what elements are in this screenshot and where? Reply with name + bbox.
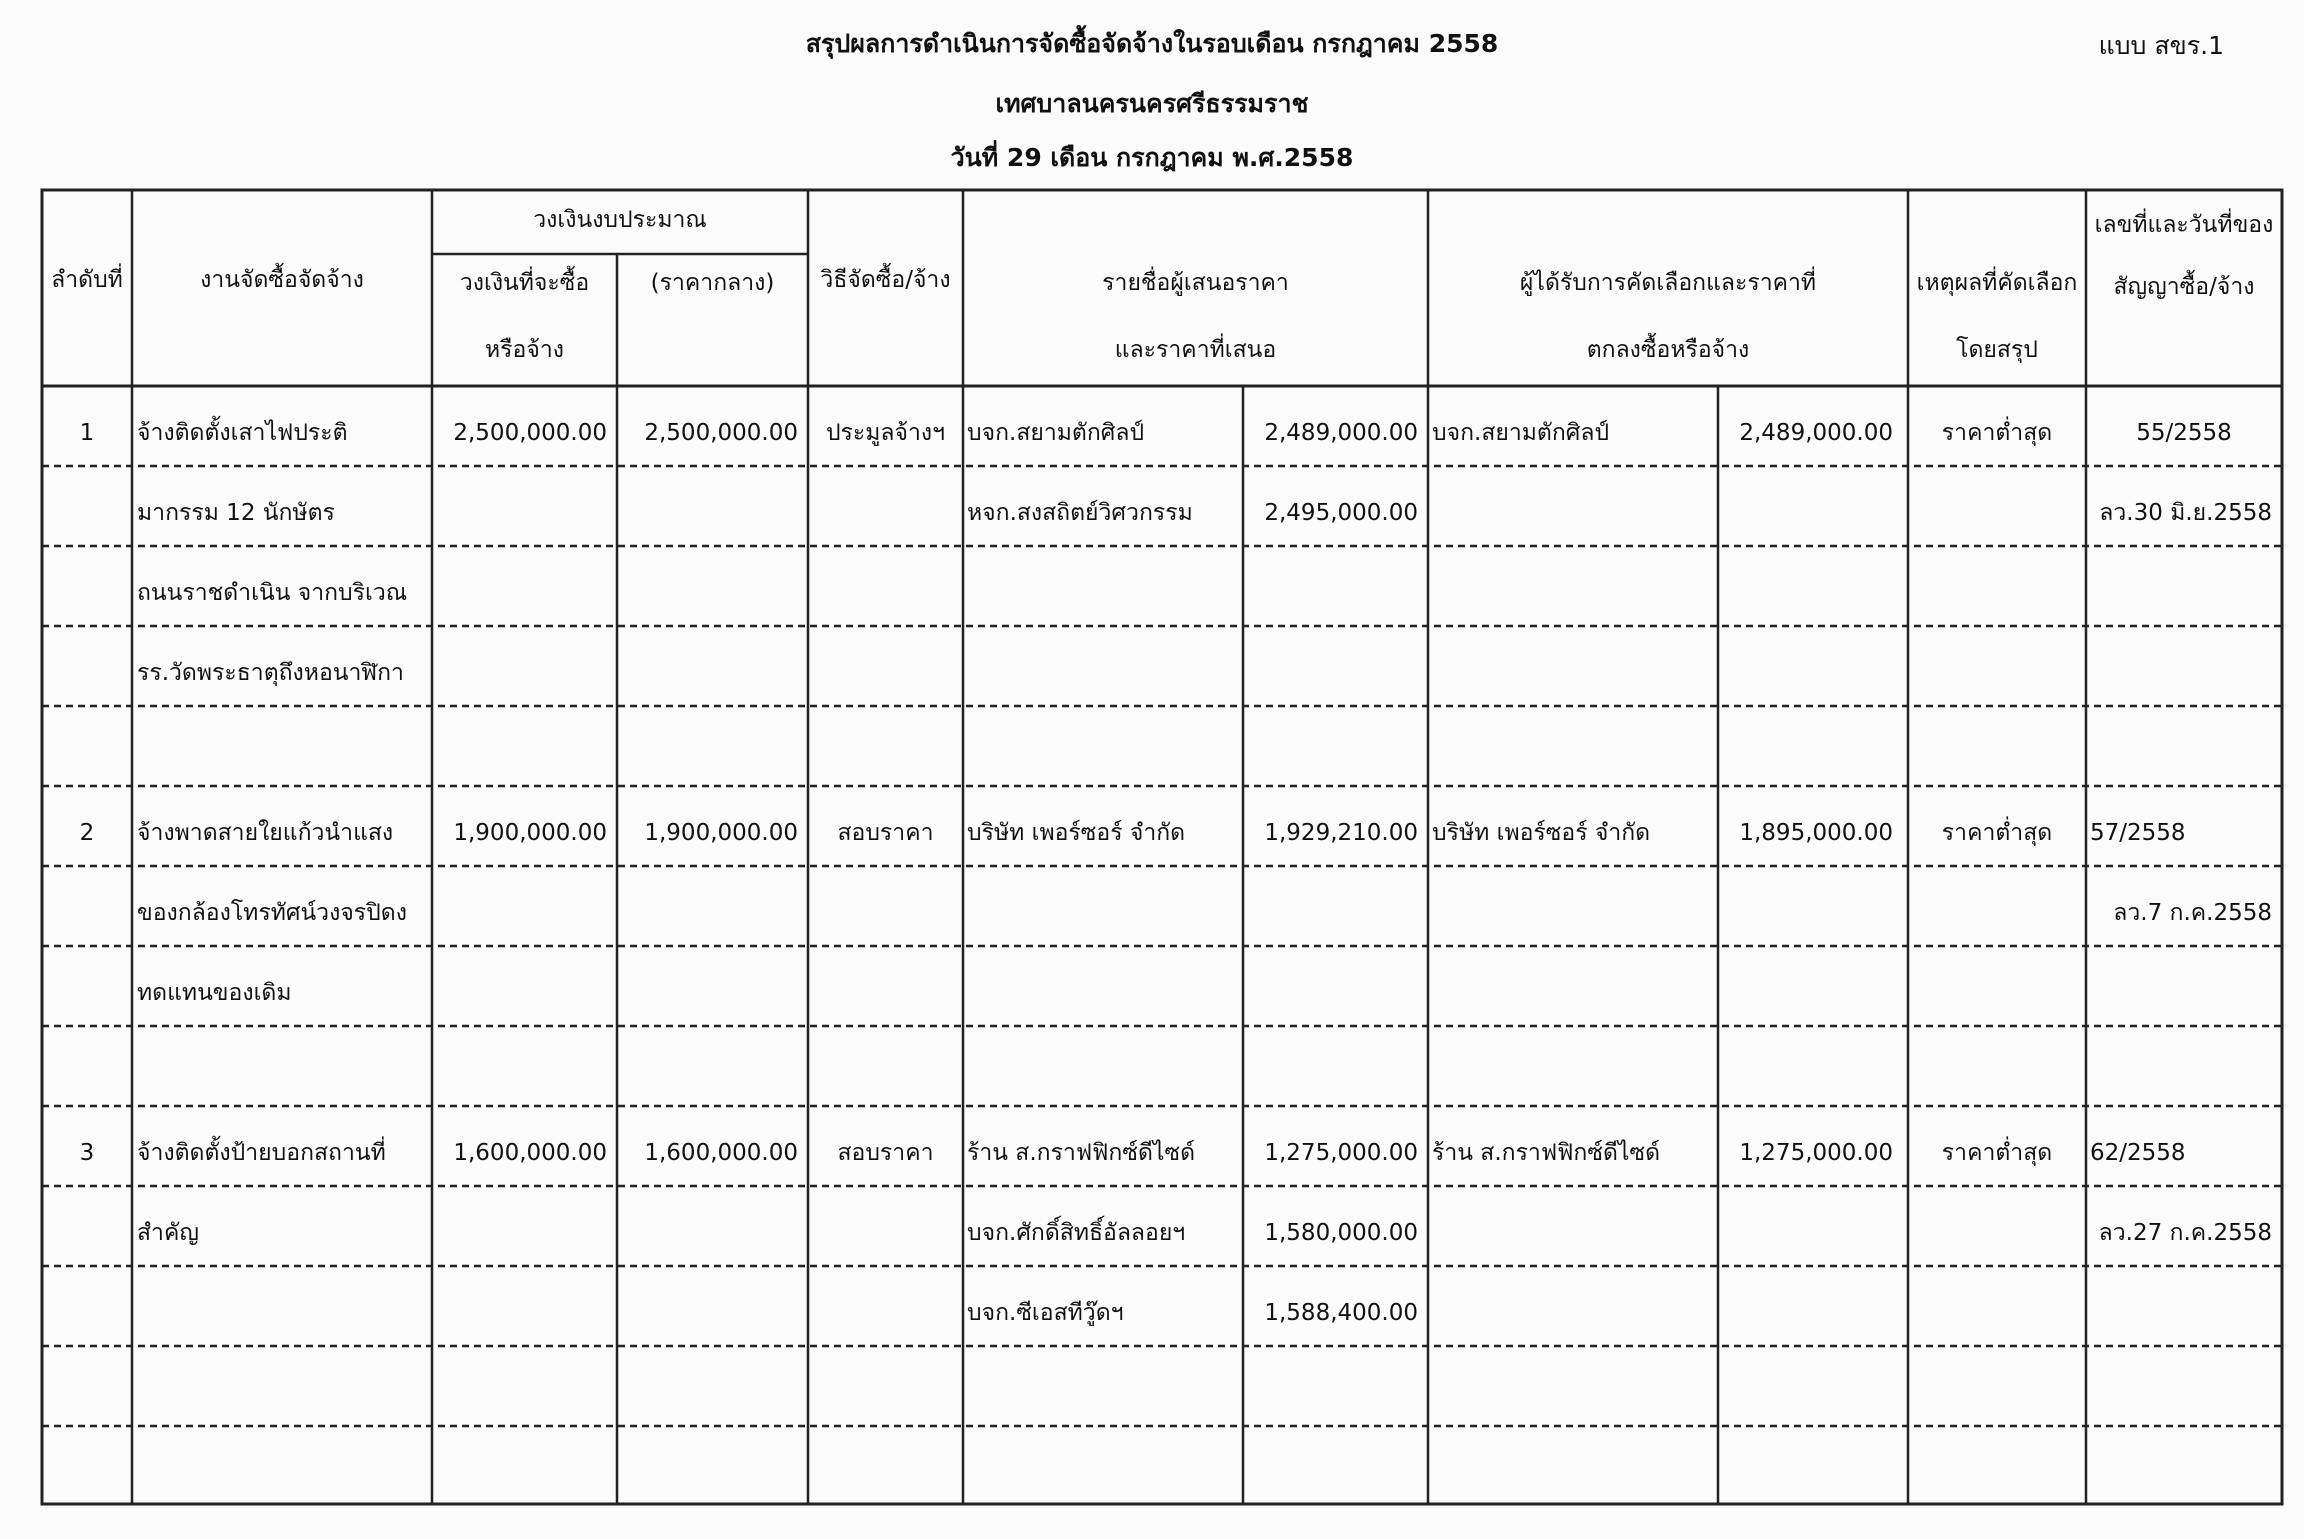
- row-1-method: ประมูลจ้างฯ: [825, 420, 946, 446]
- form-code: แบบ สขร.1: [2098, 31, 2224, 60]
- row-1-work-line: รร.วัดพระธาตุถึงหอนาฬิกา: [137, 660, 404, 686]
- col-bidders-header: รายชื่อผู้เสนอราคา: [1102, 270, 1289, 296]
- row-1-median: 2,500,000.00: [644, 420, 798, 446]
- row-2-work-line: ทดแทนของเดิม: [137, 980, 292, 1006]
- col-budget-header-2: หรือจ้าง: [485, 337, 564, 363]
- row-3-budget: 1,600,000.00: [453, 1140, 607, 1166]
- col-reason-header: เหตุผลที่คัดเลือก: [1916, 270, 2078, 296]
- col-winner-header: ผู้ได้รับการคัดเลือกและราคาที่: [1519, 270, 1817, 296]
- row-1-contract-date: ลว.30 มิ.ย.2558: [2099, 500, 2272, 526]
- col-contract-header: เลขที่และวันที่ของ: [2094, 212, 2274, 238]
- row-2-bidder-price: 1,929,210.00: [1264, 820, 1418, 846]
- row-1-seq: 1: [79, 420, 95, 446]
- row-2-median: 1,900,000.00: [644, 820, 798, 846]
- row-3-reason: ราคาต่ำสุด: [1941, 1140, 2053, 1166]
- row-1-bidder-name: หจก.สงสถิตย์วิศวกรรม: [967, 500, 1193, 526]
- row-3-bidder-price: 1,588,400.00: [1264, 1300, 1418, 1326]
- row-1-budget: 2,500,000.00: [453, 420, 607, 446]
- col-contract-header-2: สัญญาซื้อ/จ้าง: [2113, 274, 2255, 300]
- row-1-work-line: จ้างติดตั้งเสาไฟประติ: [137, 420, 348, 446]
- row-3-winner: ร้าน ส.กราฟฟิกซ์ดีไซด์: [1432, 1140, 1661, 1166]
- dashed-row-lines: [42, 466, 2282, 1426]
- row-3-bidder-name: ร้าน ส.กราฟฟิกซ์ดีไซด์: [967, 1140, 1196, 1166]
- col-median-header: (ราคากลาง): [650, 270, 775, 296]
- col-work-header: งานจัดซื้อจัดจ้าง: [200, 267, 364, 293]
- row-2-seq: 2: [79, 820, 95, 846]
- row-1-bidder-name: บจก.สยามตักศิลป์: [967, 420, 1145, 446]
- row-1-work-line: มากรรม 12 นักษัตร: [137, 500, 335, 526]
- row-2-method: สอบราคา: [837, 820, 934, 846]
- row-2-winner-price: 1,895,000.00: [1739, 820, 1893, 846]
- row-2-contract-date: ลว.7 ก.ค.2558: [2113, 900, 2272, 926]
- col-seq-header: ลำดับที่: [51, 267, 123, 293]
- row-2-reason: ราคาต่ำสุด: [1941, 820, 2053, 846]
- row-1-work-line: ถนนราชดำเนิน จากบริเวณ: [137, 580, 408, 606]
- row-2-work-line: ของกล้องโทรทัศน์วงจรปิดง: [137, 900, 407, 926]
- row-3-median: 1,600,000.00: [644, 1140, 798, 1166]
- row-3-bidder-price: 1,580,000.00: [1264, 1220, 1418, 1246]
- row-1-reason: ราคาต่ำสุด: [1941, 420, 2053, 446]
- row-2-winner: บริษัท เพอร์ซอร์ จำกัด: [1432, 820, 1651, 846]
- row-3-bidder-price: 1,275,000.00: [1264, 1140, 1418, 1166]
- row-1-contract-no: 55/2558: [2136, 420, 2232, 446]
- organization-name: เทศบาลนครนครศรีธรรมราช: [995, 89, 1309, 118]
- row-2-work-line: จ้างพาดสายใยแก้วนำแสง: [137, 820, 394, 846]
- row-3-contract-no: 62/2558: [2090, 1140, 2186, 1166]
- row-1-bidder-price: 2,489,000.00: [1264, 420, 1418, 446]
- col-bidders-header-2: และราคาที่เสนอ: [1114, 337, 1277, 363]
- row-3-work-line: จ้างติดตั้งป้ายบอกสถานที่: [137, 1140, 386, 1166]
- col-winner-header-2: ตกลงซื้อหรือจ้าง: [1586, 337, 1750, 363]
- row-3-method: สอบราคา: [837, 1140, 934, 1166]
- col-budget-header: วงเงินที่จะซื้อ: [459, 270, 590, 296]
- row-3-winner-price: 1,275,000.00: [1739, 1140, 1893, 1166]
- row-3-work-line: สำคัญ: [137, 1220, 199, 1246]
- row-2-contract-no: 57/2558: [2090, 820, 2186, 846]
- col-reason-header-2: โดยสรุป: [1956, 337, 2038, 363]
- row-3-contract-date: ลว.27 ก.ค.2558: [2098, 1220, 2272, 1246]
- col-method-header: วิธีจัดซื้อ/จ้าง: [820, 267, 951, 293]
- row-3-bidder-name: บจก.ซีเอสทีวู๊ดฯ: [967, 1300, 1124, 1326]
- row-3-bidder-name: บจก.ศักดิ์สิทธิ์อัลลอยฯ: [967, 1220, 1186, 1246]
- row-1-winner: บจก.สยามตักศิลป์: [1432, 420, 1610, 446]
- document-title: สรุปผลการดำเนินการจัดซื้อจัดจ้างในรอบเดือน กรกฎาคม 2558: [805, 29, 1499, 58]
- report-date: วันที่ 29 เดือน กรกฎาคม พ.ศ.2558: [950, 143, 1354, 172]
- col-budget-group-header: วงเงินงบประมาณ: [533, 207, 707, 233]
- row-3-seq: 3: [79, 1140, 95, 1166]
- row-2-bidder-name: บริษัท เพอร์ซอร์ จำกัด: [967, 820, 1186, 846]
- row-1-winner-price: 2,489,000.00: [1739, 420, 1893, 446]
- row-1-bidder-price: 2,495,000.00: [1264, 500, 1418, 526]
- row-2-budget: 1,900,000.00: [453, 820, 607, 846]
